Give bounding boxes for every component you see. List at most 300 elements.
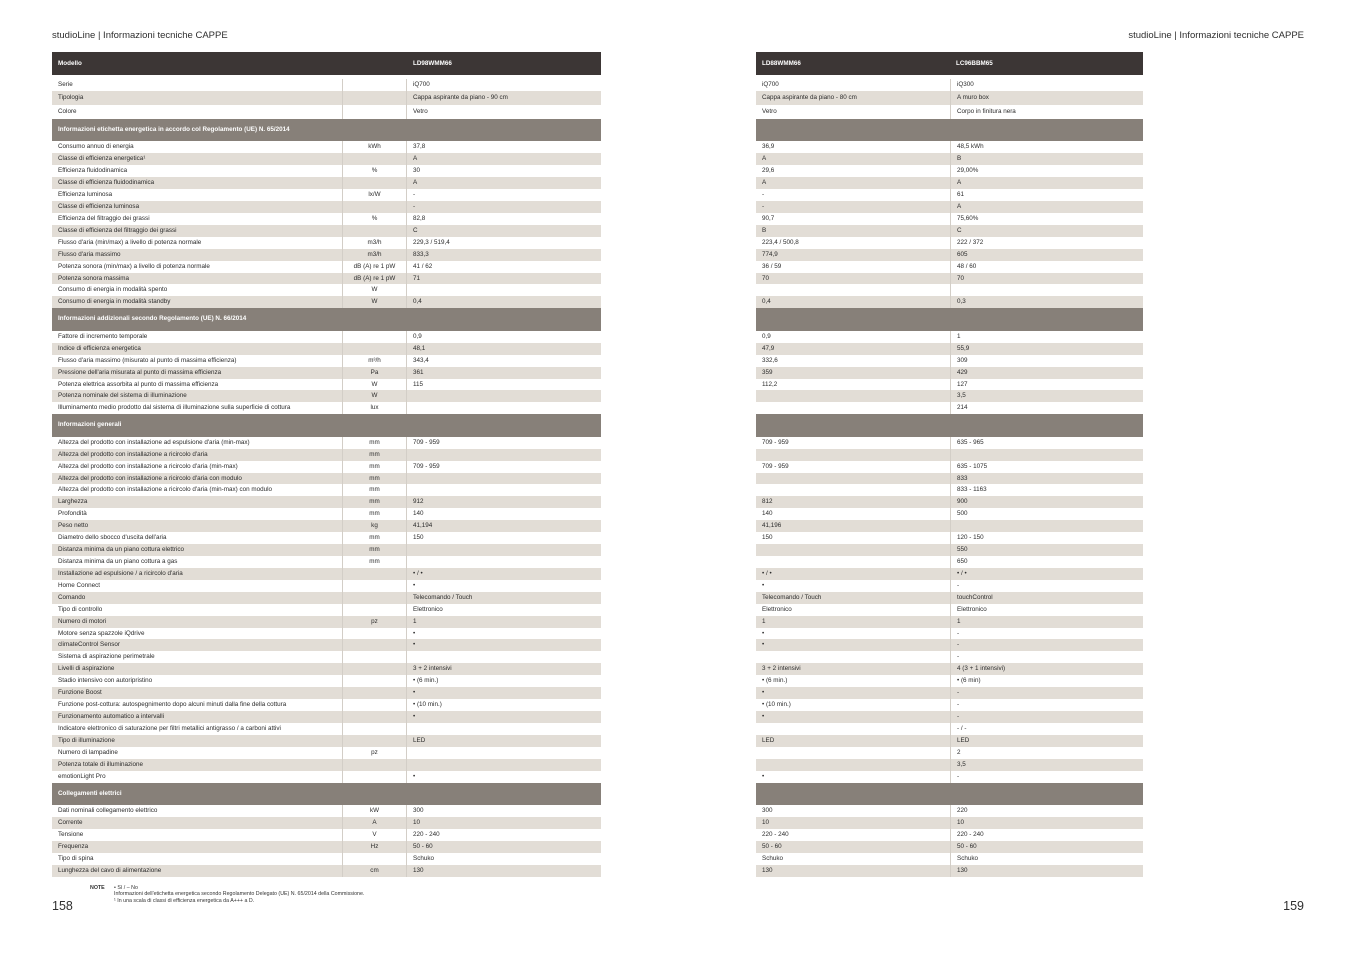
spec-unit: mm [342,544,407,556]
table-row [52,237,601,249]
value-lc96bbm65 [950,449,1143,461]
table-row [756,604,1143,616]
table-row [756,296,1143,308]
value-ld88wmm66: 332,6 [762,356,778,364]
table-row [52,675,601,687]
table-row [52,544,601,556]
value-ld98wmm66: Schuko [413,854,435,862]
value-ld98wmm66: Vetro [413,107,428,115]
value-ld88wmm66 [756,284,950,296]
spec-label: Diametro dello sbocco d'uscita dell'aria [58,534,167,542]
value-lc96bbm65: - [950,580,1143,592]
value-ld88wmm66: 112,2 [762,380,778,388]
value-ld98wmm66: 361 [413,368,424,376]
spec-unit [342,711,407,723]
spec-label: Tipologia [58,93,84,101]
value-ld88wmm66: 709 - 959 [762,462,789,470]
table-row [52,747,601,759]
value-lc96bbm65: 70 [950,273,1143,285]
table-row [52,699,601,711]
value-lc96bbm65: touchControl [950,592,1143,604]
value-ld88wmm66: - [762,203,765,211]
table-row [52,473,601,485]
spec-unit [342,201,407,213]
spec-label: Consumo di energia in modalità spento [58,286,168,294]
table-row [756,379,1143,391]
value-ld88wmm66: 359 [762,368,773,376]
value-ld88wmm66: 47,9 [762,344,775,352]
page-header-left: studioLine | Informazioni tecniche CAPPE [52,30,228,41]
table-row [52,759,601,771]
table-row [52,520,601,532]
spec-label: Larghezza [58,498,88,506]
value-ld98wmm66: • [413,772,416,780]
spec-label: Potenza elettrica assorbita al punto di massima efficienza [58,380,219,388]
table-row [756,213,1143,225]
table-row [756,771,1143,783]
value-lc96bbm65: 635 - 965 [950,437,1143,449]
table-row [756,865,1143,877]
value-ld98wmm66: 150 [413,534,424,542]
value-ld88wmm66: Elettronico [762,605,792,613]
section-header-row [756,414,1143,437]
spec-unit [342,580,407,592]
table-row [756,273,1143,285]
value-ld88wmm66 [756,556,950,568]
section-spacer [756,308,950,331]
spec-label: Altezza del prodotto con installazione ad espulsione d'aria (min-max) [58,438,250,446]
value-lc96bbm65: - [950,687,1143,699]
table-row [756,390,1143,402]
value-ld98wmm66: • (6 min.) [413,677,439,685]
table-row [52,273,601,285]
value-ld98wmm66: iQ700 [413,81,430,88]
value-ld98wmm66: 115 [413,380,424,388]
spec-unit: mm [342,449,407,461]
table-row [52,723,601,735]
section-spacer [756,783,950,806]
spec-unit: W [342,284,407,296]
value-ld98wmm66: LD98WMM66 [413,60,452,67]
value-ld88wmm66: 150 [762,534,773,542]
spec-unit [342,225,407,237]
table-row [756,616,1143,628]
value-ld88wmm66: 29,6 [762,167,775,175]
spec-unit [342,735,407,747]
value-lc96bbm65: C [950,225,1143,237]
notes-line: • Sì / – No [114,885,138,891]
table-row [756,496,1143,508]
table-row [756,699,1143,711]
value-ld88wmm66: A [762,179,767,187]
table-row [52,592,601,604]
table-row [756,735,1143,747]
value-ld98wmm66: 41 / 62 [413,262,433,270]
value-ld98wmm66: • [413,689,416,697]
value-ld98wmm66: Elettronico [413,605,443,613]
table-row [52,651,601,663]
value-ld98wmm66: • [413,581,416,589]
value-lc96bbm65: A [950,201,1143,213]
spec-unit [342,177,407,189]
table-row [756,723,1143,735]
value-ld98wmm66: 71 [413,274,421,282]
section-header-row [52,308,601,331]
spec-label: Fattore di incremento temporale [58,332,148,340]
spec-label: Modello [58,60,82,67]
spec-unit: kW [342,805,407,817]
table-row [52,461,601,473]
value-ld88wmm66: 3 + 2 intensivi [762,665,801,673]
spec-unit [342,343,407,355]
spec-unit [342,568,407,580]
spec-label: Lunghezza del cavo di alimentazione [58,866,162,874]
spec-label: Efficienza del filtraggio dei grassi [58,214,150,222]
value-lc96bbm65: - [950,639,1143,651]
spec-label: Flusso d'aria massimo [58,250,121,258]
table-row [52,484,601,496]
value-ld88wmm66: 300 [762,807,773,815]
value-ld98wmm66: 0,4 [413,298,422,306]
table-row [52,663,601,675]
table-row [52,817,601,829]
spec-unit [342,651,407,663]
table-row [756,817,1143,829]
value-ld98wmm66: • / • [413,569,423,577]
value-ld98wmm66 [407,747,601,759]
value-ld98wmm66 [407,484,601,496]
spec-unit [342,628,407,640]
value-lc96bbm65: • (6 min) [950,675,1143,687]
value-ld98wmm66: 3 + 2 intensivi [413,665,452,673]
spec-unit: A [342,817,407,829]
spec-unit [342,592,407,604]
table-row [756,484,1143,496]
table-row [52,91,601,105]
value-ld98wmm66: 300 [413,807,424,815]
value-ld98wmm66: 1 [413,617,417,625]
spec-unit: pz [342,616,407,628]
table-row [756,402,1143,414]
value-ld88wmm66: A [762,155,767,163]
spec-label: Colore [58,107,77,115]
section-spacer [756,414,950,437]
value-ld88wmm66: • [762,772,765,780]
table-row [756,556,1143,568]
table-row [52,604,601,616]
table-row [756,91,1143,105]
value-ld88wmm66: LED [762,736,775,744]
value-lc96bbm65: A [950,177,1143,189]
table-row [756,592,1143,604]
value-ld88wmm66: Cappa aspirante da piano - 80 cm [762,93,857,101]
spec-label: Tipo di illuminazione [58,736,115,744]
spec-label: Sistema di aspirazione perimetrale [58,653,155,661]
spec-unit [342,52,407,75]
spec-label: Funzione Boost [58,689,102,697]
table-row [52,508,601,520]
value-ld88wmm66: - [762,191,765,199]
table-row [52,284,601,296]
spec-unit: lx/W [342,189,407,201]
table-row [756,663,1143,675]
value-lc96bbm65: Schuko [950,853,1143,865]
spec-label: Altezza del prodotto con installazione a ricircolo d'aria (min-max) con modulo [58,486,272,494]
value-ld88wmm66: 0,4 [762,298,771,306]
table-row [52,639,601,651]
spec-label: Installazione ad espulsione / a ricircolo d'aria [58,569,183,577]
spec-label: Home Connect [58,581,100,589]
spec-label: Illuminamento medio prodotto dal sistema di illuminazione sulla superficie di cottura [58,404,291,412]
spec-unit [342,91,407,105]
value-lc96bbm65: 500 [950,508,1143,520]
value-lc96bbm65: - [950,651,1143,663]
value-ld98wmm66: 140 [413,510,424,518]
value-lc96bbm65: - / - [950,723,1143,735]
section-header-row [756,783,1143,806]
table-row [756,355,1143,367]
notes-line: Informazioni dell'etichetta energetica secondo Regolamento Delegato (UE) N. 65/2014 della Commissione. [114,891,365,898]
table-row [756,639,1143,651]
value-lc96bbm65: 1 [950,616,1143,628]
spec-unit: mm [342,556,407,568]
value-ld88wmm66: 223,4 / 500,8 [762,238,799,246]
value-ld98wmm66: 41,194 [413,522,433,530]
value-lc96bbm65: 127 [950,379,1143,391]
value-lc96bbm65: 220 - 240 [950,829,1143,841]
value-lc96bbm65: 0,3 [950,296,1143,308]
page-number-left: 158 [52,899,73,913]
table-row [756,853,1143,865]
value-ld98wmm66 [407,759,601,771]
value-lc96bbm65: 2 [950,747,1143,759]
value-ld88wmm66: 36,9 [762,143,775,151]
value-lc96bbm65: 900 [950,496,1143,508]
value-ld88wmm66: 130 [762,866,773,874]
table-row [756,747,1143,759]
value-ld98wmm66: • [413,629,416,637]
table-row [756,437,1143,449]
table-row [52,367,601,379]
page-number-right: 159 [1283,899,1304,913]
value-ld98wmm66 [407,284,601,296]
table-row [756,473,1143,485]
section-spacer [756,119,950,142]
table-row [756,568,1143,580]
value-ld88wmm66 [756,723,950,735]
value-ld88wmm66 [756,747,950,759]
value-ld98wmm66: 50 - 60 [413,842,433,850]
value-ld88wmm66 [756,651,950,663]
spec-label: Pressione dell'aria misurata al punto di massima efficienza [58,368,222,376]
value-lc96bbm65: Elettronico [950,604,1143,616]
table-row [52,141,601,153]
value-ld98wmm66 [407,402,601,414]
value-ld98wmm66: LED [413,736,426,744]
value-ld98wmm66: • [413,712,416,720]
spec-label: Tipo di controllo [58,605,103,613]
value-ld98wmm66 [407,723,601,735]
table-row [52,628,601,640]
spec-label: Efficienza fluidodinamica [58,167,128,175]
spec-unit: V [342,829,407,841]
table-row [52,568,601,580]
value-lc96bbm65: 550 [950,544,1143,556]
spec-unit: mm [342,461,407,473]
value-lc96bbm65: 429 [950,367,1143,379]
value-ld98wmm66: A [413,179,418,187]
table-row [756,367,1143,379]
table-row [756,544,1143,556]
table-row [52,616,601,628]
value-ld98wmm66 [407,544,601,556]
spec-label: Serie [58,81,73,88]
value-ld88wmm66: Telecomando / Touch [762,593,822,601]
value-lc96bbm65 [950,520,1143,532]
table-row [52,449,601,461]
value-ld88wmm66: Schuko [762,854,784,862]
value-lc96bbm65: 130 [950,865,1143,877]
value-ld98wmm66: 220 - 240 [413,830,440,838]
table-row [52,805,601,817]
spec-label: Comando [58,593,86,601]
table-row [52,296,601,308]
value-ld98wmm66 [407,556,601,568]
value-lc96bbm65: 75,60% [950,213,1143,225]
table-row [756,628,1143,640]
spec-label: Classe di efficienza del filtraggio dei grassi [58,226,177,234]
table-row [756,225,1143,237]
value-ld98wmm66 [407,390,601,402]
spec-unit: mm [342,484,407,496]
spec-unit [342,759,407,771]
spec-table-left [52,52,601,877]
table-row [756,508,1143,520]
table-row [52,437,601,449]
spec-unit [342,331,407,343]
value-ld88wmm66: 50 - 60 [762,842,782,850]
table-row [52,865,601,877]
spec-unit [342,699,407,711]
value-lc96bbm65: 635 - 1075 [950,461,1143,473]
spec-label: Distanza minima da un piano cottura a gas [58,558,178,565]
value-lc96bbm65: 3,5 [950,390,1143,402]
value-lc96bbm65 [950,284,1143,296]
value-lc96bbm65: A muro box [950,91,1143,105]
spec-table-right [756,52,1143,877]
value-ld88wmm66 [756,402,950,414]
table-row [52,213,601,225]
table-row [52,249,601,261]
value-ld98wmm66: 37,8 [413,143,426,151]
value-ld88wmm66 [756,449,950,461]
value-ld88wmm66: 41,196 [762,522,782,530]
spec-unit [342,639,407,651]
table-row [52,331,601,343]
spec-unit [342,604,407,616]
spec-label: Numero di motori [58,617,107,625]
table-row [52,402,601,414]
spec-unit: kg [342,520,407,532]
table-row [756,520,1143,532]
spec-label: emotionLight Pro [58,772,106,780]
value-lc96bbm65: 1 [950,331,1143,343]
value-lc96bbm65: 48,5 kWh [950,141,1143,153]
value-ld98wmm66: 82,8 [413,214,426,222]
notes-block [90,885,364,904]
spec-label: Altezza del prodotto con installazione a ricircolo d'aria [58,450,208,458]
table-row [756,189,1143,201]
table-row [52,177,601,189]
value-lc96bbm65: 605 [950,249,1143,261]
value-ld98wmm66 [407,651,601,663]
value-ld88wmm66 [756,484,950,496]
value-ld98wmm66: • [413,641,416,649]
section-title: Collegamenti elettrici [58,789,122,797]
section-header-row [756,119,1143,142]
value-ld98wmm66: • (10 min.) [413,701,442,709]
spec-label: Frequenza [58,842,89,850]
value-ld98wmm66: 30 [413,167,421,175]
value-ld98wmm66: A [413,155,418,163]
value-lc96bbm65: - [950,628,1143,640]
section-header-row [52,414,601,437]
table-row [756,201,1143,213]
spec-label: Potenza sonora (min/max) a livello di potenza normale [58,262,210,270]
value-ld98wmm66 [407,449,601,461]
value-ld88wmm66: • (6 min.) [762,677,788,685]
value-ld88wmm66: Vetro [762,107,777,115]
value-lc96bbm65: 120 - 150 [950,532,1143,544]
table-row [756,165,1143,177]
spec-unit [342,675,407,687]
spec-label: Corrente [58,818,83,826]
spec-unit: lux [342,402,407,414]
value-lc96bbm65: 48 / 60 [950,261,1143,273]
value-lc96bbm65: 3,5 [950,759,1143,771]
spec-label: Distanza minima da un piano cottura elettrico [58,546,185,554]
value-ld88wmm66: 812 [762,498,773,506]
spec-label: Dati nominali collegamento elettrico [58,807,158,815]
table-row [52,532,601,544]
section-title: Informazioni etichetta energetica in accordo col Regolamento (UE) N. 65/2014 [58,125,290,133]
spec-label: Indice di efficienza energetica [58,344,141,352]
spec-unit: cm [342,865,407,877]
table-row [52,189,601,201]
spec-label: Tensione [58,830,84,838]
spec-label: Profondità [58,510,87,518]
spec-label: Indicatore elettronico di saturazione per filtri metallici antigrasso / a carboni attivi [58,724,281,732]
spec-unit [342,771,407,783]
value-ld88wmm66: 0,9 [762,332,771,340]
value-lc96bbm65: - [950,711,1143,723]
section-header-row [756,308,1143,331]
table-row [52,735,601,747]
table-row [756,759,1143,771]
table-row [756,651,1143,663]
table-row [756,580,1143,592]
value-lc96bbm65: 29,00% [950,165,1143,177]
value-ld98wmm66: 912 [413,498,424,506]
value-lc96bbm65: LED [950,735,1143,747]
spec-label: Stadio intensivo con autoripristino [58,677,153,685]
spec-unit [342,79,407,91]
table-row [756,284,1143,296]
spec-unit [342,663,407,675]
table-row [756,331,1143,343]
spec-unit: % [342,213,407,225]
spec-label: Peso netto [58,522,89,530]
